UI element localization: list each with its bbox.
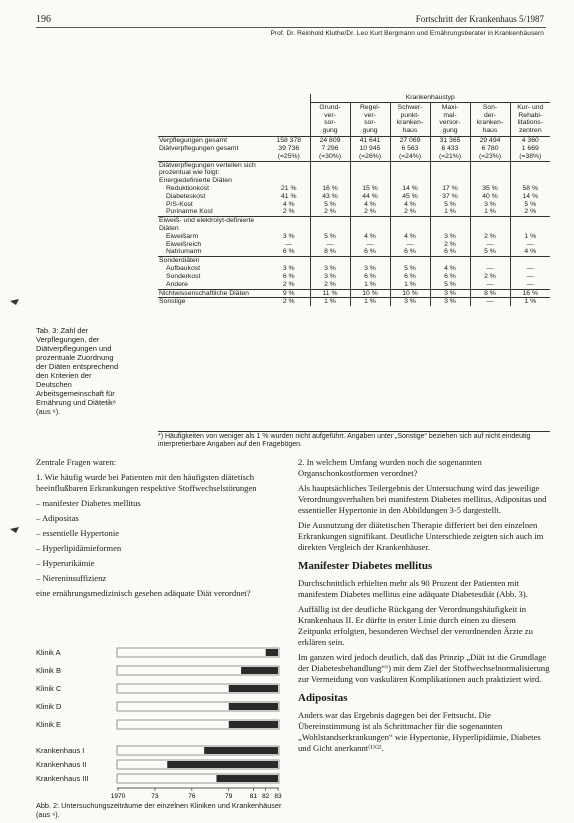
table-cell xyxy=(310,177,350,185)
list-item: – Hyperurikämie xyxy=(36,558,95,568)
table-cell: 5 % xyxy=(430,281,470,289)
table-cell: 5 % xyxy=(310,233,350,241)
table-cell xyxy=(390,217,430,233)
table-cell: 6 % xyxy=(350,248,390,256)
table-cell: 4 360 xyxy=(510,137,550,145)
cell-total: 9 % xyxy=(268,289,310,298)
cell-total: 6 % xyxy=(282,272,295,280)
category-label: Klinik C xyxy=(36,684,62,693)
cell-total: 158 378 xyxy=(268,137,310,145)
table-cell: 4 % xyxy=(390,233,430,241)
table-cell: 4 % xyxy=(350,233,390,241)
row-label: Nichtwissenschaftliche Diäten xyxy=(158,289,268,298)
table-cell: 1 % xyxy=(310,298,350,306)
category-label: Krankenhaus III xyxy=(36,774,89,783)
table-cell: 2 % xyxy=(470,233,510,241)
column-header: Schwer- punkt- kranken- haus xyxy=(390,102,430,136)
list-item: – essentielle Hypertonie xyxy=(36,528,120,538)
running-title: Fortschritt der Krankenhaus 5/1987 xyxy=(415,14,544,24)
table-cell xyxy=(470,217,510,233)
category-label: Klinik D xyxy=(36,702,62,711)
table-cell xyxy=(350,217,390,233)
table-cell xyxy=(310,257,350,265)
table-row xyxy=(158,177,550,185)
x-tick-label: 79 xyxy=(225,793,233,800)
table-cell: 2 % xyxy=(470,273,510,281)
cell-total: 3 % xyxy=(282,265,295,273)
table-cell xyxy=(510,217,550,233)
chart-svg xyxy=(36,640,286,800)
header-rule xyxy=(36,27,546,28)
table-cell: 1 669 (=38%) xyxy=(510,145,550,161)
table-cell: 6 % xyxy=(430,248,470,256)
table-row xyxy=(158,208,550,216)
category-label: Klinik B xyxy=(36,666,62,675)
table-cell: 37 % xyxy=(430,193,470,201)
paragraph: Auffällig ist der deutliche Rückgang der Verordnungshäufigkeit in Krankenhaus II. Er dürfte in erster Linie durch einen zu diesem Zeitpunkt erfolgten, besonderen Wechsel der verordnenden Ärzte zu erklären sein. xyxy=(298,604,533,648)
table-cell: 11 % xyxy=(310,289,350,298)
table-row xyxy=(158,248,550,256)
bar xyxy=(167,761,278,768)
table-cell: 15 % xyxy=(350,185,390,193)
x-tick-label: 83 xyxy=(274,793,282,800)
column-header: Grund- ver- sor- gung xyxy=(310,102,350,136)
table-cell: 5 % xyxy=(510,201,550,209)
row-label: Sonderdiäten xyxy=(159,257,200,265)
table-cell: — xyxy=(470,298,510,306)
cell-total: 3 % xyxy=(282,232,295,240)
table-row xyxy=(158,241,550,249)
list-item: – manifester Diabetes mellitus xyxy=(36,498,141,508)
table-cell: 10 % xyxy=(350,289,390,298)
row-label: Aufbaukost xyxy=(166,265,201,273)
table-cell: 3 % xyxy=(430,289,470,298)
table-cell: — xyxy=(470,281,510,289)
bar-track xyxy=(117,648,279,657)
list-item: – Hyperlipidämieformen xyxy=(36,543,122,553)
bar xyxy=(266,649,278,656)
cell-total xyxy=(268,257,310,265)
bar xyxy=(204,747,278,754)
table-cell: 2 % xyxy=(310,281,350,289)
question-1: 1. Wie häufig wurde bei Patienten mit den häufigsten diätetisch beeinflußbaren Erkrankungen respektive Stoffwechselstörungen xyxy=(36,472,257,493)
table-cell: 8 % xyxy=(470,289,510,298)
table-cell: — xyxy=(510,281,550,289)
table-row xyxy=(158,193,550,201)
cell-total: 21 % xyxy=(281,184,297,192)
table-cell: 1 % xyxy=(470,208,510,216)
table-cell xyxy=(510,177,550,185)
table-cell xyxy=(510,161,550,177)
x-tick-label: 1970 xyxy=(110,793,126,800)
category-label: Krankenhaus II xyxy=(36,760,87,769)
table-cell: 1 % xyxy=(350,298,390,306)
right-column xyxy=(298,457,550,758)
table-cell: 41 641 xyxy=(350,137,390,145)
figure-caption: Abb. 2: Untersuchungszeiträume der einzelnen Kliniken und Krankenhäuser (aus ⁶). xyxy=(36,801,282,819)
table-cell: 3 % xyxy=(310,265,350,273)
table-cell: 2 % xyxy=(510,208,550,216)
column-header: Maxi- mal- versor- gung xyxy=(430,102,470,136)
table-cell: 14 % xyxy=(510,193,550,201)
table-cell: 2 % xyxy=(350,208,390,216)
table-cell: 6 % xyxy=(350,273,390,281)
column-header: Son- der- kranken- haus xyxy=(470,102,510,136)
x-tick-label: 73 xyxy=(151,793,159,800)
row-label: Reduktionkost xyxy=(166,184,210,192)
table-cell: 27 069 xyxy=(390,137,430,145)
table-row xyxy=(158,289,550,298)
row-label: Diabeteskost xyxy=(166,192,206,200)
bar xyxy=(229,703,278,710)
cell-total: 6 % xyxy=(268,248,310,256)
bar xyxy=(216,775,278,782)
footnote-rule xyxy=(158,431,550,432)
table-cell: 4 % xyxy=(350,201,390,209)
table-cell: 6 563 (=24%) xyxy=(390,145,430,161)
table-cell xyxy=(390,177,430,185)
table-cell: 3 % xyxy=(430,298,470,306)
heading-diabetes: Manifester Diabetes mellitus xyxy=(298,560,433,572)
row-label: Verpflegungen gesamt xyxy=(158,137,268,145)
table-cell: 5 % xyxy=(470,248,510,256)
table-cell: 6 780 (=23%) xyxy=(470,145,510,161)
table-row xyxy=(158,273,550,281)
table-row xyxy=(158,145,550,161)
row-label: P/S-Kost xyxy=(166,200,193,208)
table-cell: — xyxy=(310,241,350,249)
table-cell: 3 % xyxy=(390,298,430,306)
table-cell: 3 % xyxy=(310,273,350,281)
category-label: Krankenhaus I xyxy=(36,746,85,755)
table-row xyxy=(158,257,550,265)
table-cell xyxy=(350,161,390,177)
table-cell: — xyxy=(510,273,550,281)
category-label: Klinik E xyxy=(36,720,62,729)
row-label: Energiedefinierte Diäten xyxy=(159,177,232,185)
bar xyxy=(241,667,278,674)
disease-list xyxy=(36,498,286,584)
table-cell: 3 % xyxy=(470,201,510,209)
table-cell: — xyxy=(510,265,550,273)
table-cell: 4 % xyxy=(430,265,470,273)
table-cell: 1 % xyxy=(510,298,550,306)
table-cell: 29 494 xyxy=(470,137,510,145)
table-cell: 1 % xyxy=(430,208,470,216)
table-cell: 2 % xyxy=(390,208,430,216)
page-number: 196 xyxy=(36,14,51,25)
table-cell: 3 % xyxy=(350,265,390,273)
table-cell xyxy=(390,257,430,265)
table-cell: 14 % xyxy=(390,185,430,193)
table-cell: 2 % xyxy=(430,241,470,249)
cell-total: 4 % xyxy=(282,200,295,208)
table-cell: 17 % xyxy=(430,185,470,193)
table-row xyxy=(158,265,550,273)
table-cell: 5 % xyxy=(390,265,430,273)
table-cell: 5 % xyxy=(430,201,470,209)
paragraph: Die Ausnutzung der diätetischen Therapie differiert bei den einzelnen Erkrankungen signifikant. Deutliche Unterschiede zeigten sich auch im direkten Vergleich der Krankenhäuser. xyxy=(298,520,544,552)
table-cell xyxy=(470,177,510,185)
row-label: Eiweiß- und elektrolyt-definierte Diäten xyxy=(159,217,255,232)
column-header: Regel- ver- sor- gung xyxy=(350,102,390,136)
table-row xyxy=(158,161,550,177)
table-cell xyxy=(430,177,470,185)
table-row xyxy=(158,298,550,306)
row-label: Sonstige xyxy=(159,298,186,306)
table-row xyxy=(158,233,550,241)
table-cell: 44 % xyxy=(350,193,390,201)
paragraph: Im ganzen wird jedoch deutlich, daß das Prinzip „Diät ist die Grundlage der Diabetesbehandlung“⁶) mit dem Ziel der Stoffwechselnormalisierung zur Vermeidung von vaskulären Komplikationen auch praktiziert wird. xyxy=(298,652,550,685)
table-cell: 6 % xyxy=(430,273,470,281)
table-cell: 4 % xyxy=(510,248,550,256)
row-label: Sonderkost xyxy=(166,272,201,280)
left-column xyxy=(36,457,286,603)
column-header: Kur- und Rehabi- litations- zentren xyxy=(510,102,550,136)
author-line: Prof. Dr. Reinhold Kluthe/Dr. Leo Kurt Bergmann und Ernährungsberater in Krankenhäusern xyxy=(270,30,544,37)
paragraph: Anders war das Ergebnis dagegen bei der Fettsucht. Die Übereinstimmung ist als Schrittmacher für die sogenannten „Wohlstandserkrankungen“ wie Hypertonie, Hyperlipidämie, Diabetes und Gicht anerkannt⁽¹⁾⁽²⁾. xyxy=(298,710,541,754)
x-tick-label: 81 xyxy=(249,793,258,800)
table-cell: 10 945 (=26%) xyxy=(350,145,390,161)
table-cell: 40 % xyxy=(470,193,510,201)
row-label: Andere xyxy=(158,281,268,289)
table-cell: 5 % xyxy=(310,201,350,209)
table-cell xyxy=(350,177,390,185)
cell-total: — xyxy=(285,240,293,248)
row-label: Diätverpflegungen gesamt xyxy=(158,145,268,161)
table-row xyxy=(158,217,550,233)
row-label: Eiweißarm xyxy=(166,232,199,240)
category-label: Klinik A xyxy=(36,648,61,657)
table-cell: 24 809 xyxy=(310,137,350,145)
diet-table xyxy=(158,94,550,306)
row-label: Eiweißreich xyxy=(166,240,202,248)
table-cell xyxy=(310,161,350,177)
table-cell: 1 % xyxy=(350,281,390,289)
table-cell xyxy=(430,161,470,177)
table-cell: 4 % xyxy=(390,201,430,209)
table-row xyxy=(158,185,550,193)
table-cell xyxy=(430,217,470,233)
table-cell: 2 % xyxy=(310,208,350,216)
table-cell: 6 % xyxy=(390,248,430,256)
group-header: Krankenhaustyp xyxy=(310,94,550,102)
table-cell: 3 % xyxy=(430,233,470,241)
table-cell: 58 % xyxy=(510,185,550,193)
bar xyxy=(229,721,278,728)
heading-adipositas: Adipositas xyxy=(298,692,348,705)
table-row xyxy=(158,281,550,289)
table-cell: 6 433 (=21%) xyxy=(430,145,470,161)
table-cell: 6 % xyxy=(390,273,430,281)
row-label: Diätverpflegungen verteilen sich prozentual wie folgt: xyxy=(159,161,256,177)
intro-text: Zentrale Fragen waren: xyxy=(36,457,117,467)
table-cell: 31 365 xyxy=(430,137,470,145)
table-cell xyxy=(390,161,430,177)
table-cell: 1 % xyxy=(390,281,430,289)
table-cell: 1 % xyxy=(510,233,550,241)
x-tick-label: 82 xyxy=(262,793,270,800)
table-cell: 16 % xyxy=(510,289,550,298)
paragraph: Als hauptsächliches Teilergebnis der Untersuchung wird das jeweilige Verordnungsverhalten bei manifestem Diabetes mellitus, Adipositas und essentieller Hypertonie in den Abbildungen 3-5 dargestellt. xyxy=(298,483,547,515)
table-cell xyxy=(510,257,550,265)
cell-total: 2 % xyxy=(268,281,310,289)
list-item: – Niereninsuffizienz xyxy=(36,573,107,583)
table-cell xyxy=(470,161,510,177)
cell-total: 2 % xyxy=(268,208,310,216)
table-cell: — xyxy=(390,241,430,249)
x-tick-label: 76 xyxy=(188,793,196,800)
question-1-end: eine ernährungsmedizinisch gesehen adäquate Diät verordnet? xyxy=(36,588,251,598)
punch-mark xyxy=(10,520,19,538)
table-cell: 7 296 (=30%) xyxy=(310,145,350,161)
row-label: Natriumarm xyxy=(158,248,268,256)
punch-mark xyxy=(10,292,19,310)
question-2: 2. In welchem Umfang wurden noch die sogenannten Organschonkostformen verordnet? xyxy=(298,457,482,478)
table-cell: 35 % xyxy=(470,185,510,193)
table-cell xyxy=(470,257,510,265)
row-label: Purinarme Kost xyxy=(158,208,268,216)
table-cell: 43 % xyxy=(310,193,350,201)
cell-total xyxy=(268,177,310,185)
table-cell xyxy=(310,217,350,233)
cell-total: 41 % xyxy=(281,192,297,200)
table-cell: — xyxy=(510,241,550,249)
list-item: – Adipositas xyxy=(36,513,79,523)
table-cell: 45 % xyxy=(390,193,430,201)
cell-total xyxy=(268,161,310,177)
table-cell xyxy=(350,257,390,265)
table-cell: 16 % xyxy=(310,185,350,193)
table-cell: 8 % xyxy=(310,248,350,256)
table-cell: — xyxy=(470,265,510,273)
cell-total: 2 % xyxy=(282,298,295,306)
cell-total xyxy=(268,217,310,233)
table-cell: — xyxy=(470,241,510,249)
bar xyxy=(229,685,278,692)
table-row xyxy=(158,201,550,209)
cell-total: 39 736 (=25%) xyxy=(268,145,310,161)
paragraph: Durchschnittlich erhielten mehr als 90 Prozent der Patienten mit manifestem Diabetes mellitus eine adäquate Diabetesdiät (Abb. 3). xyxy=(298,578,528,600)
table-footnote: *) Häufigkeiten von weniger als 1 % wurden nicht aufgeführt. Angaben unter „Sonstige“ beziehen sich auf nicht eindeutig interpretierbare Angaben auf den Fragebögen. xyxy=(158,433,531,449)
table-caption: Tab. 3: Zahl der Verpflegungen, der Diätverpflegungen und prozentuale Zuordnung der Diäten entsprechend den Kriterien der Deutschen Arbeitsgemeinschaft für Ernährung und Diätetik⁸ (aus ⁶). xyxy=(36,326,119,416)
timeline-chart xyxy=(36,640,286,815)
table-cell: 10 % xyxy=(390,289,430,298)
table-cell: — xyxy=(350,241,390,249)
table-cell xyxy=(430,257,470,265)
table-row xyxy=(158,137,550,145)
